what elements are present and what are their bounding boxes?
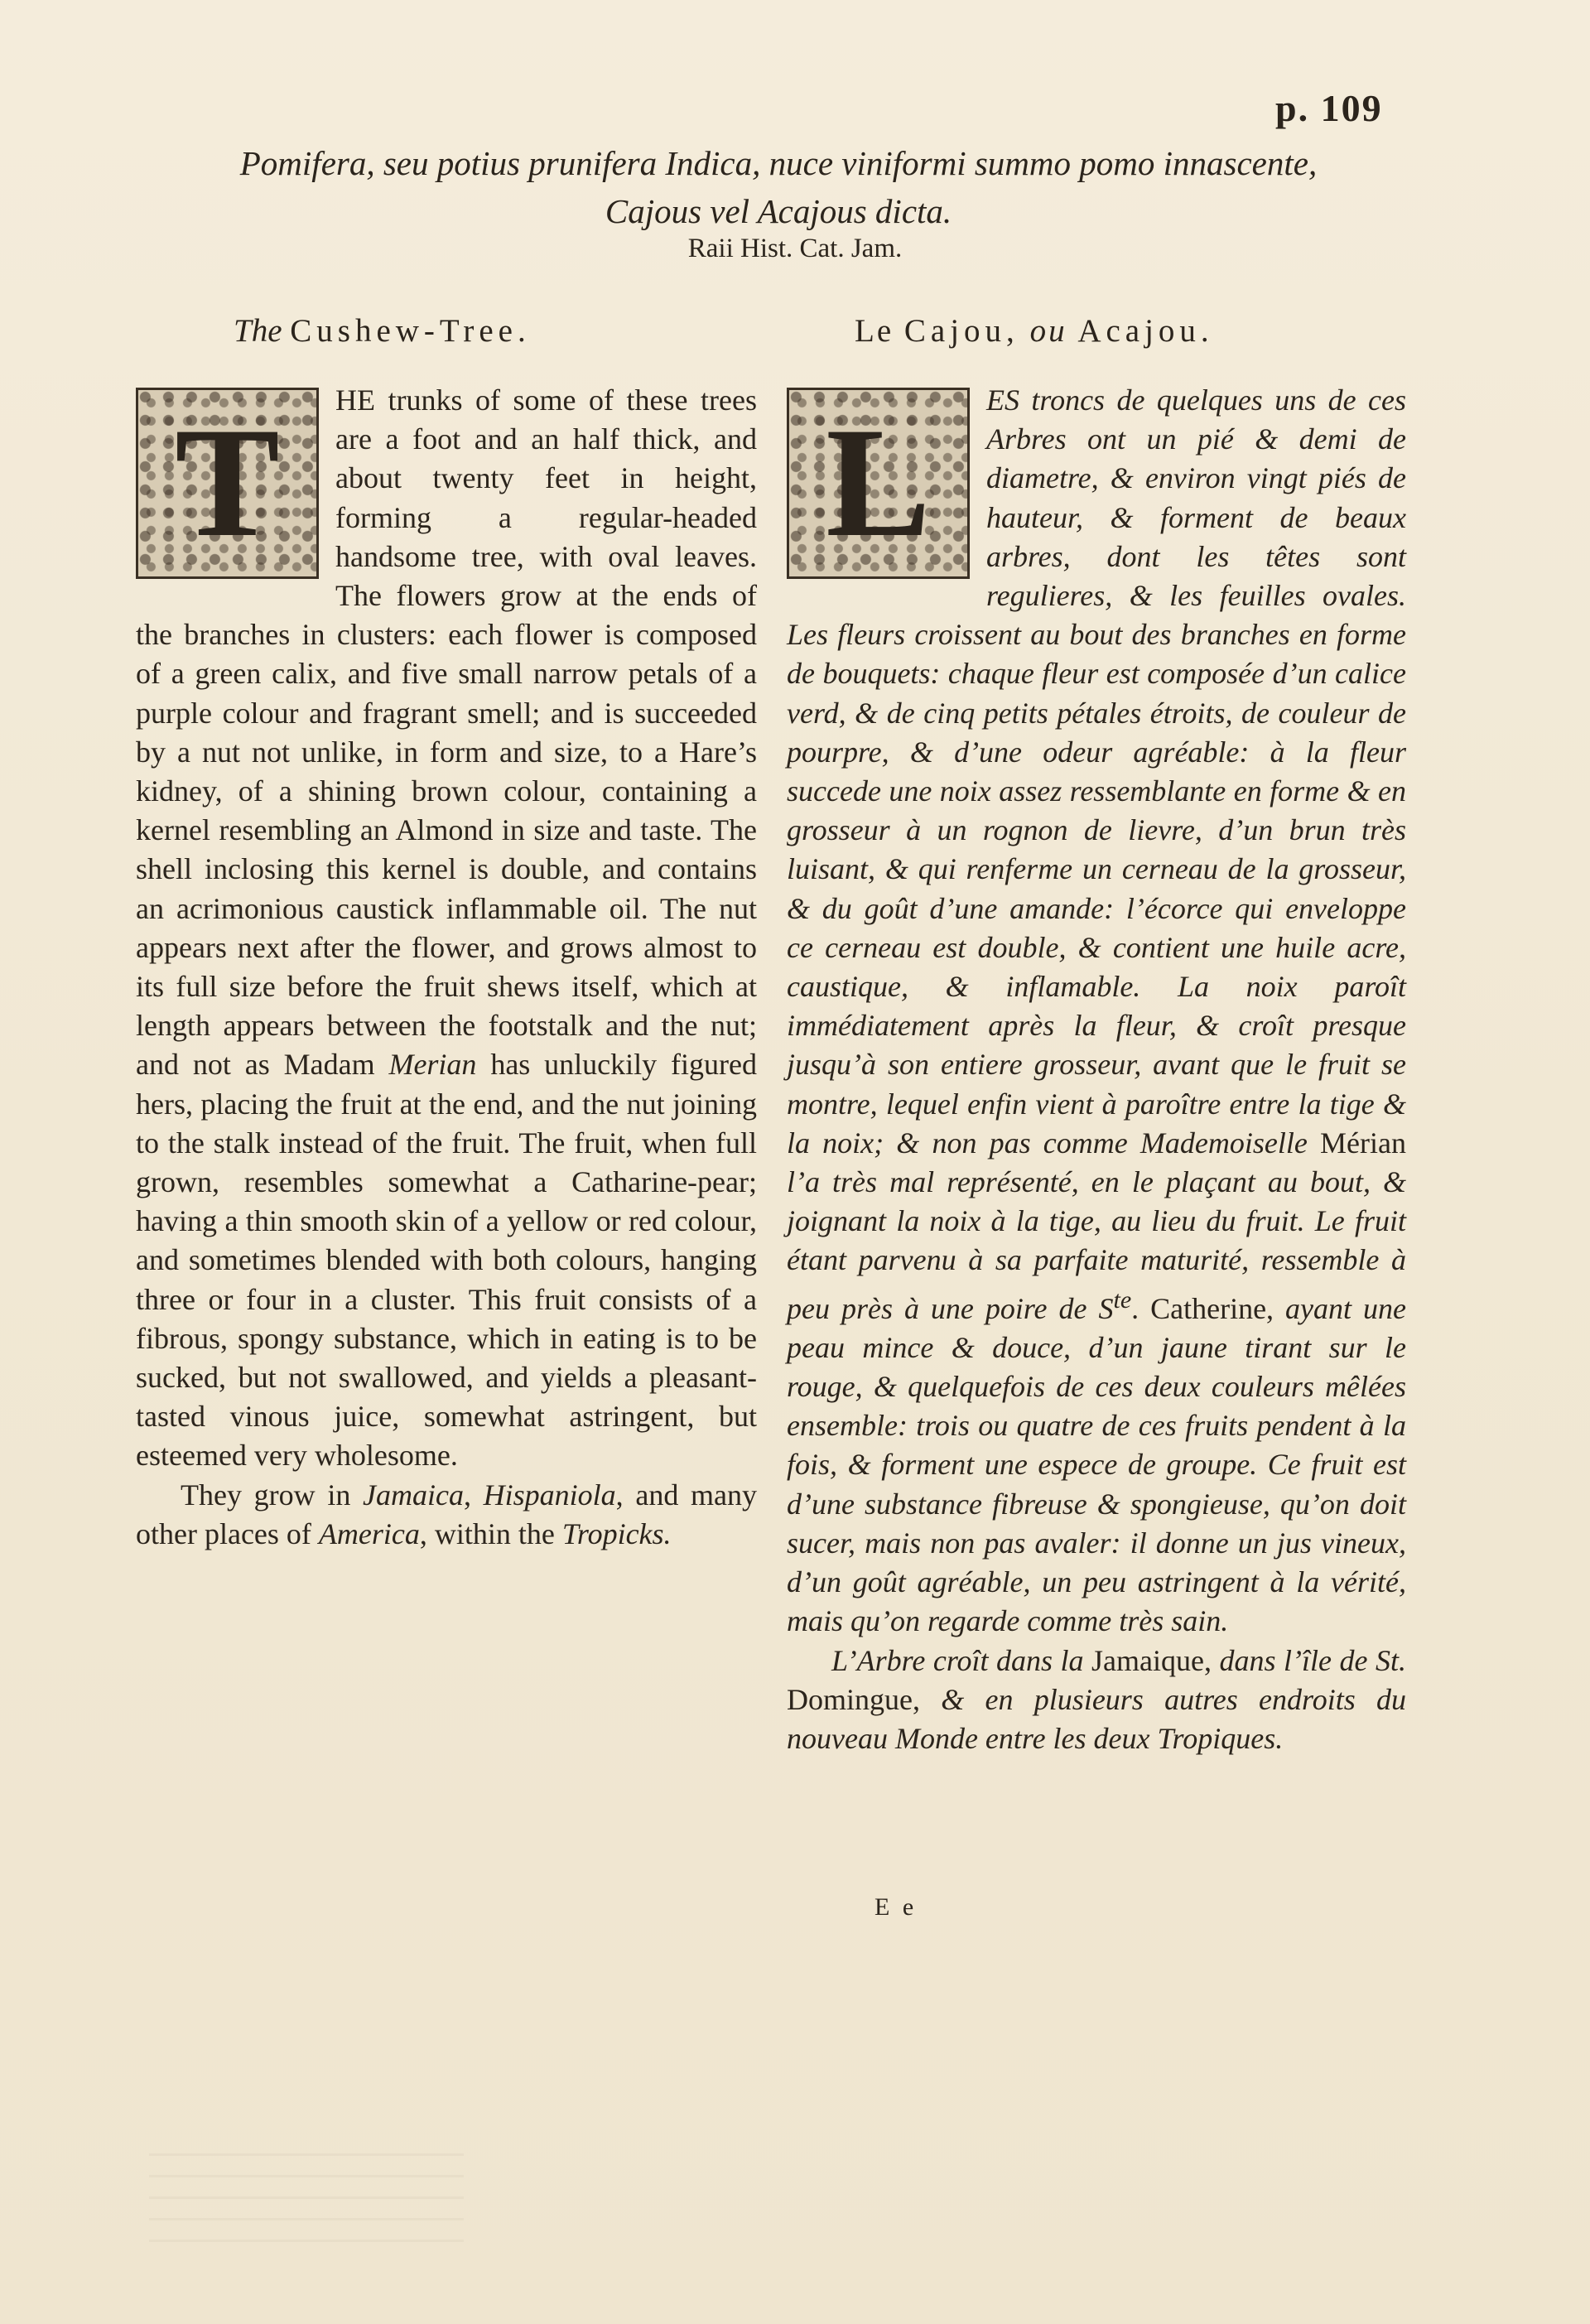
- french-heading-name-2: Acajou.: [1077, 313, 1214, 349]
- english-column: [136, 306, 757, 1554]
- decorated-initial-l-icon: L: [787, 388, 970, 579]
- english-heading-name: Cushew-Tree.: [290, 313, 531, 349]
- english-heading-article: The: [234, 313, 282, 349]
- place-jamaique: Jamaique,: [1091, 1643, 1212, 1677]
- english-paragraph-1-part-b: has unluckily figured hers, placing the fruit at the end, and the nut joining to the stalk instead of the fruit. The fruit, when full grown, resembles somewhat a Catharine-pear; having a thin smooth skin of a yellow or red colour, and sometimes blended with both colours, hanging three or four in a cluster. This fruit consists of a fibrous, spongy substance, which in eating is to be sucked, but not swallowed, and yields a pleasant-tasted vinous juice, somewhat astringent, but esteemed very wholesome.: [136, 1048, 757, 1473]
- english-merian: Merian: [388, 1048, 477, 1082]
- english-heading: [136, 306, 757, 381]
- french-paragraph-2: L’Arbre croît dans la Jamaique, dans l’île de St. Domingue, & en plusieurs autres endroits du nouveau Monde entre les deux Tropiques.: [787, 1643, 1407, 1755]
- place-domingue: Domingue,: [787, 1682, 920, 1716]
- french-heading-name-1: Cajou,: [903, 313, 1019, 349]
- french-paragraph-1-part-c: ayant une peau mince & douce, d’un jaune tirant sur le rouge, & quelquefois de ces deux couleurs mêlées ensemble: trois ou quatre de ces fruits pendent à la fois, & forment une espece de groupe. Ce fruit est d’une substance fibreuse & spongieuse, qu’on doit sucer, mais non pas avaler: il donne un jus vineux, d’un goût agréable, un peu astringent à la vérité, mais qu’on regarde comme très sain.: [787, 1291, 1406, 1638]
- latin-title-line-2: Cajous vel Acajous dicta.: [605, 192, 952, 230]
- show-through-text: [149, 2153, 464, 2261]
- english-paragraph-2: They grow in Jamaica, Hispaniola, and many other places of America, within the Tropicks.: [136, 1478, 757, 1550]
- english-body: [136, 381, 757, 1554]
- reference-citation: Raii Hist. Cat. Jam.: [687, 234, 903, 263]
- place-jamaica: Jamaica: [363, 1478, 464, 1512]
- latin-title-line-1: Pomifera, seu potius prunifera Indica, nuce viniformi summo pomo innascente,: [239, 144, 1318, 182]
- place-america: America: [318, 1516, 420, 1550]
- place-tropicks: Tropicks.: [561, 1516, 672, 1550]
- page-number: p. 109: [1275, 87, 1383, 129]
- french-heading: [787, 306, 1406, 381]
- french-catherine: . Catherine,: [1131, 1291, 1274, 1325]
- french-heading-le: Le: [855, 313, 894, 349]
- french-paragraph-1-part-b: l’a très mal représenté, en le plaçant au bout, & joignant la noix à la tige, au lieu du fruit. Le fruit étant parvenu à sa parfaite maturité, ressemble à peu près à une poire de S: [787, 1165, 1406, 1325]
- french-paragraph-1-part-a: ES troncs de quelques uns de ces Arbres ont un pié & demi de diametre, & environ vingt piés de hauteur, & forment de beaux arbres, dont les têtes sont regulieres, & les feuilles ovales. Les fleurs croissent au bout des branches en forme de bouquets: chaque fleur est composée d’un calice verd, & de cinq petits pétales étroits, de couleur de pourpre, & d’une odeur agréable: à la fleur succede une noix assez ressemblante en forme & en grosseur à un rognon de lievre, d’un brun très luisant, & qui renferme un cerneau de la grosseur, & du goût d’une amande: l’écorce qui enveloppe ce cerneau est double, & contient une huile acre, caustique, & inflamable. La noix paroît immédiatement après la fleur, & croît presque jusqu’à son entiere grosseur, avant que le fruit se montre, lequel enfin vient à paroître entre la tige & la noix; & non pas comme Mademoiselle: [787, 383, 1406, 1160]
- french-heading-ou: ou: [1029, 313, 1067, 349]
- latin-title: [132, 139, 1424, 235]
- french-body: [787, 381, 1406, 1758]
- french-column: [787, 306, 1406, 1758]
- french-merian: Mérian: [1320, 1126, 1406, 1160]
- place-hispaniola: Hispaniola: [483, 1478, 616, 1512]
- french-superscript: te: [1113, 1285, 1132, 1314]
- english-paragraph-1-part-a: HE trunks of some of these trees are a foot and an half thick, and about twenty feet in height, forming a regular-headed handsome tree, with oval leaves. The flowers grow at the ends of the branches in clusters: each flower is composed of a green calix, and five small narrow petals of a purple colour and fragrant smell; and is succeeded by a nut not unlike, in form and size, to a Hare’s kidney, of a shining brown colour, containing a kernel resembling an Almond in size and taste. The shell inclosing this kernel is double, and contains an acrimonious caustick inflammable oil. The nut appears next after the flower, and grows almost to its full size before the fruit shews itself, which at length appears between the footstalk and the nut; and not as Madam: [136, 383, 757, 1082]
- decorated-initial-t-icon: T: [136, 388, 319, 579]
- signature-mark: E e: [874, 1893, 918, 1921]
